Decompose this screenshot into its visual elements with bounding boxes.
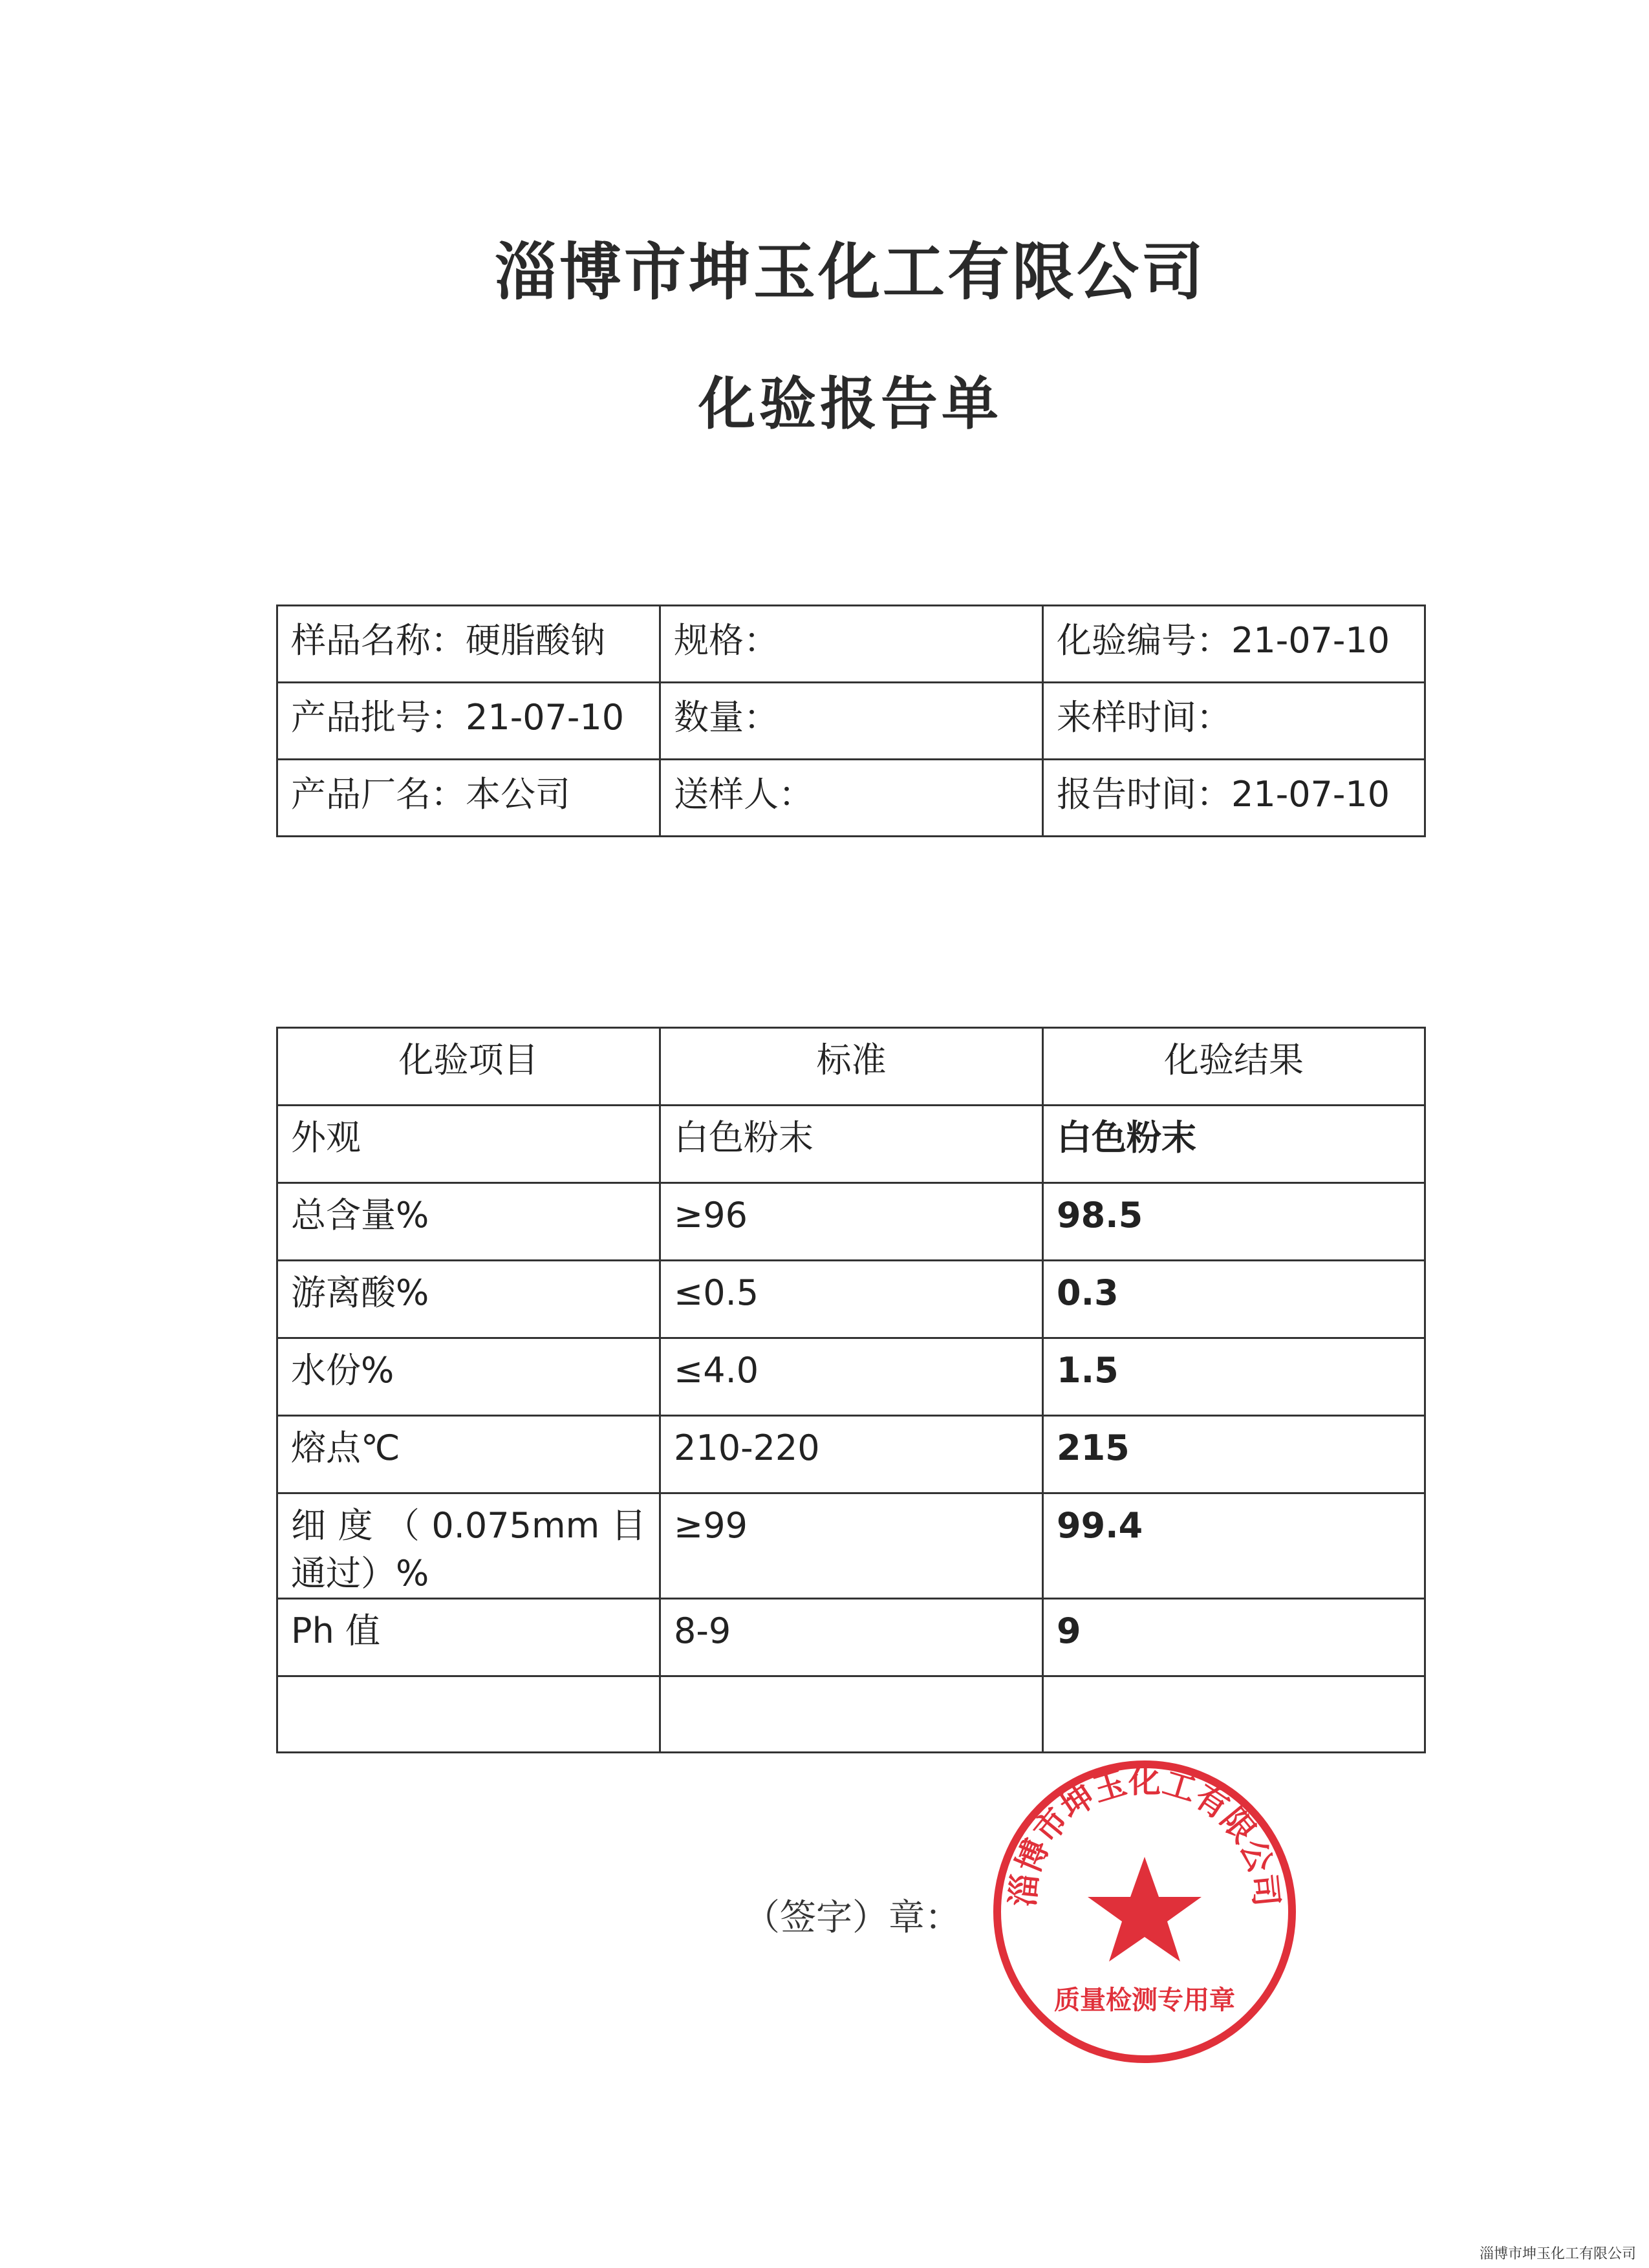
batch-number-cell: 产品批号：21-07-10 bbox=[277, 683, 660, 760]
sample-name-cell: 样品名称：硬脂酸钠 bbox=[277, 606, 660, 683]
header-result: 化验结果 bbox=[1043, 1028, 1425, 1106]
table-row bbox=[277, 606, 1425, 683]
sender-cell: 送样人： bbox=[660, 760, 1043, 837]
header-item: 化验项目 bbox=[277, 1028, 660, 1106]
test-number-cell: 化验编号：21-07-10 bbox=[1043, 606, 1425, 683]
company-seal bbox=[986, 1753, 1303, 2070]
test-item: Ph 值 bbox=[277, 1599, 660, 1676]
table-row bbox=[277, 1599, 1425, 1676]
test-item bbox=[277, 1676, 660, 1753]
table-row bbox=[277, 1261, 1425, 1338]
table-row bbox=[277, 1676, 1425, 1753]
test-standard: 8-9 bbox=[660, 1599, 1043, 1676]
table-header-row bbox=[277, 1028, 1425, 1106]
header-standard: 标准 bbox=[660, 1028, 1043, 1106]
test-result: 白色粉末 bbox=[1043, 1106, 1425, 1183]
table-row bbox=[277, 1106, 1425, 1183]
test-item: 外观 bbox=[277, 1106, 660, 1183]
company-title: 淄博市坤玉化工有限公司 bbox=[495, 236, 1206, 308]
test-result: 99.4 bbox=[1043, 1493, 1425, 1599]
test-standard: 210-220 bbox=[660, 1416, 1043, 1493]
test-item: 熔点℃ bbox=[277, 1416, 660, 1493]
test-item: 游离酸% bbox=[277, 1261, 660, 1338]
sample-info-table bbox=[276, 604, 1426, 837]
seal-bottom-text: 质量检测专用章 bbox=[1054, 1985, 1235, 2015]
test-item: 水份% bbox=[277, 1338, 660, 1416]
table-row bbox=[277, 1493, 1425, 1599]
test-standard: ≤4.0 bbox=[660, 1338, 1043, 1416]
test-item: 细 度 （ 0.075mm 目通过）% bbox=[277, 1493, 660, 1599]
seal-arc-text: 淄博市坤玉化工有限公司 bbox=[1004, 1762, 1286, 1909]
report-time-cell: 报告时间：21-07-10 bbox=[1043, 760, 1425, 837]
test-standard bbox=[660, 1676, 1043, 1753]
table-row bbox=[277, 1416, 1425, 1493]
table-row bbox=[277, 683, 1425, 760]
test-standard: ≤0.5 bbox=[660, 1261, 1043, 1338]
table-row bbox=[277, 760, 1425, 837]
table-row bbox=[277, 1183, 1425, 1261]
sample-time-cell: 来样时间： bbox=[1043, 683, 1425, 760]
footer-company: 淄博市坤玉化工有限公司 bbox=[1479, 2246, 1636, 2262]
test-result: 1.5 bbox=[1043, 1338, 1425, 1416]
table-row bbox=[277, 1338, 1425, 1416]
test-result bbox=[1043, 1676, 1425, 1753]
manufacturer-cell: 产品厂名：本公司 bbox=[277, 760, 660, 837]
test-item: 总含量% bbox=[277, 1183, 660, 1261]
test-result: 9 bbox=[1043, 1599, 1425, 1676]
star-icon bbox=[1088, 1857, 1202, 1962]
test-result: 98.5 bbox=[1043, 1183, 1425, 1261]
report-title: 化验报告单 bbox=[698, 370, 1002, 437]
test-results-table bbox=[276, 1027, 1426, 1753]
test-standard: 白色粉末 bbox=[660, 1106, 1043, 1183]
quantity-cell: 数量： bbox=[660, 683, 1043, 760]
test-standard: ≥96 bbox=[660, 1183, 1043, 1261]
spec-cell: 规格： bbox=[660, 606, 1043, 683]
test-result: 215 bbox=[1043, 1416, 1425, 1493]
signature-label: （签字）章： bbox=[744, 1897, 961, 1939]
test-result: 0.3 bbox=[1043, 1261, 1425, 1338]
test-standard: ≥99 bbox=[660, 1493, 1043, 1599]
